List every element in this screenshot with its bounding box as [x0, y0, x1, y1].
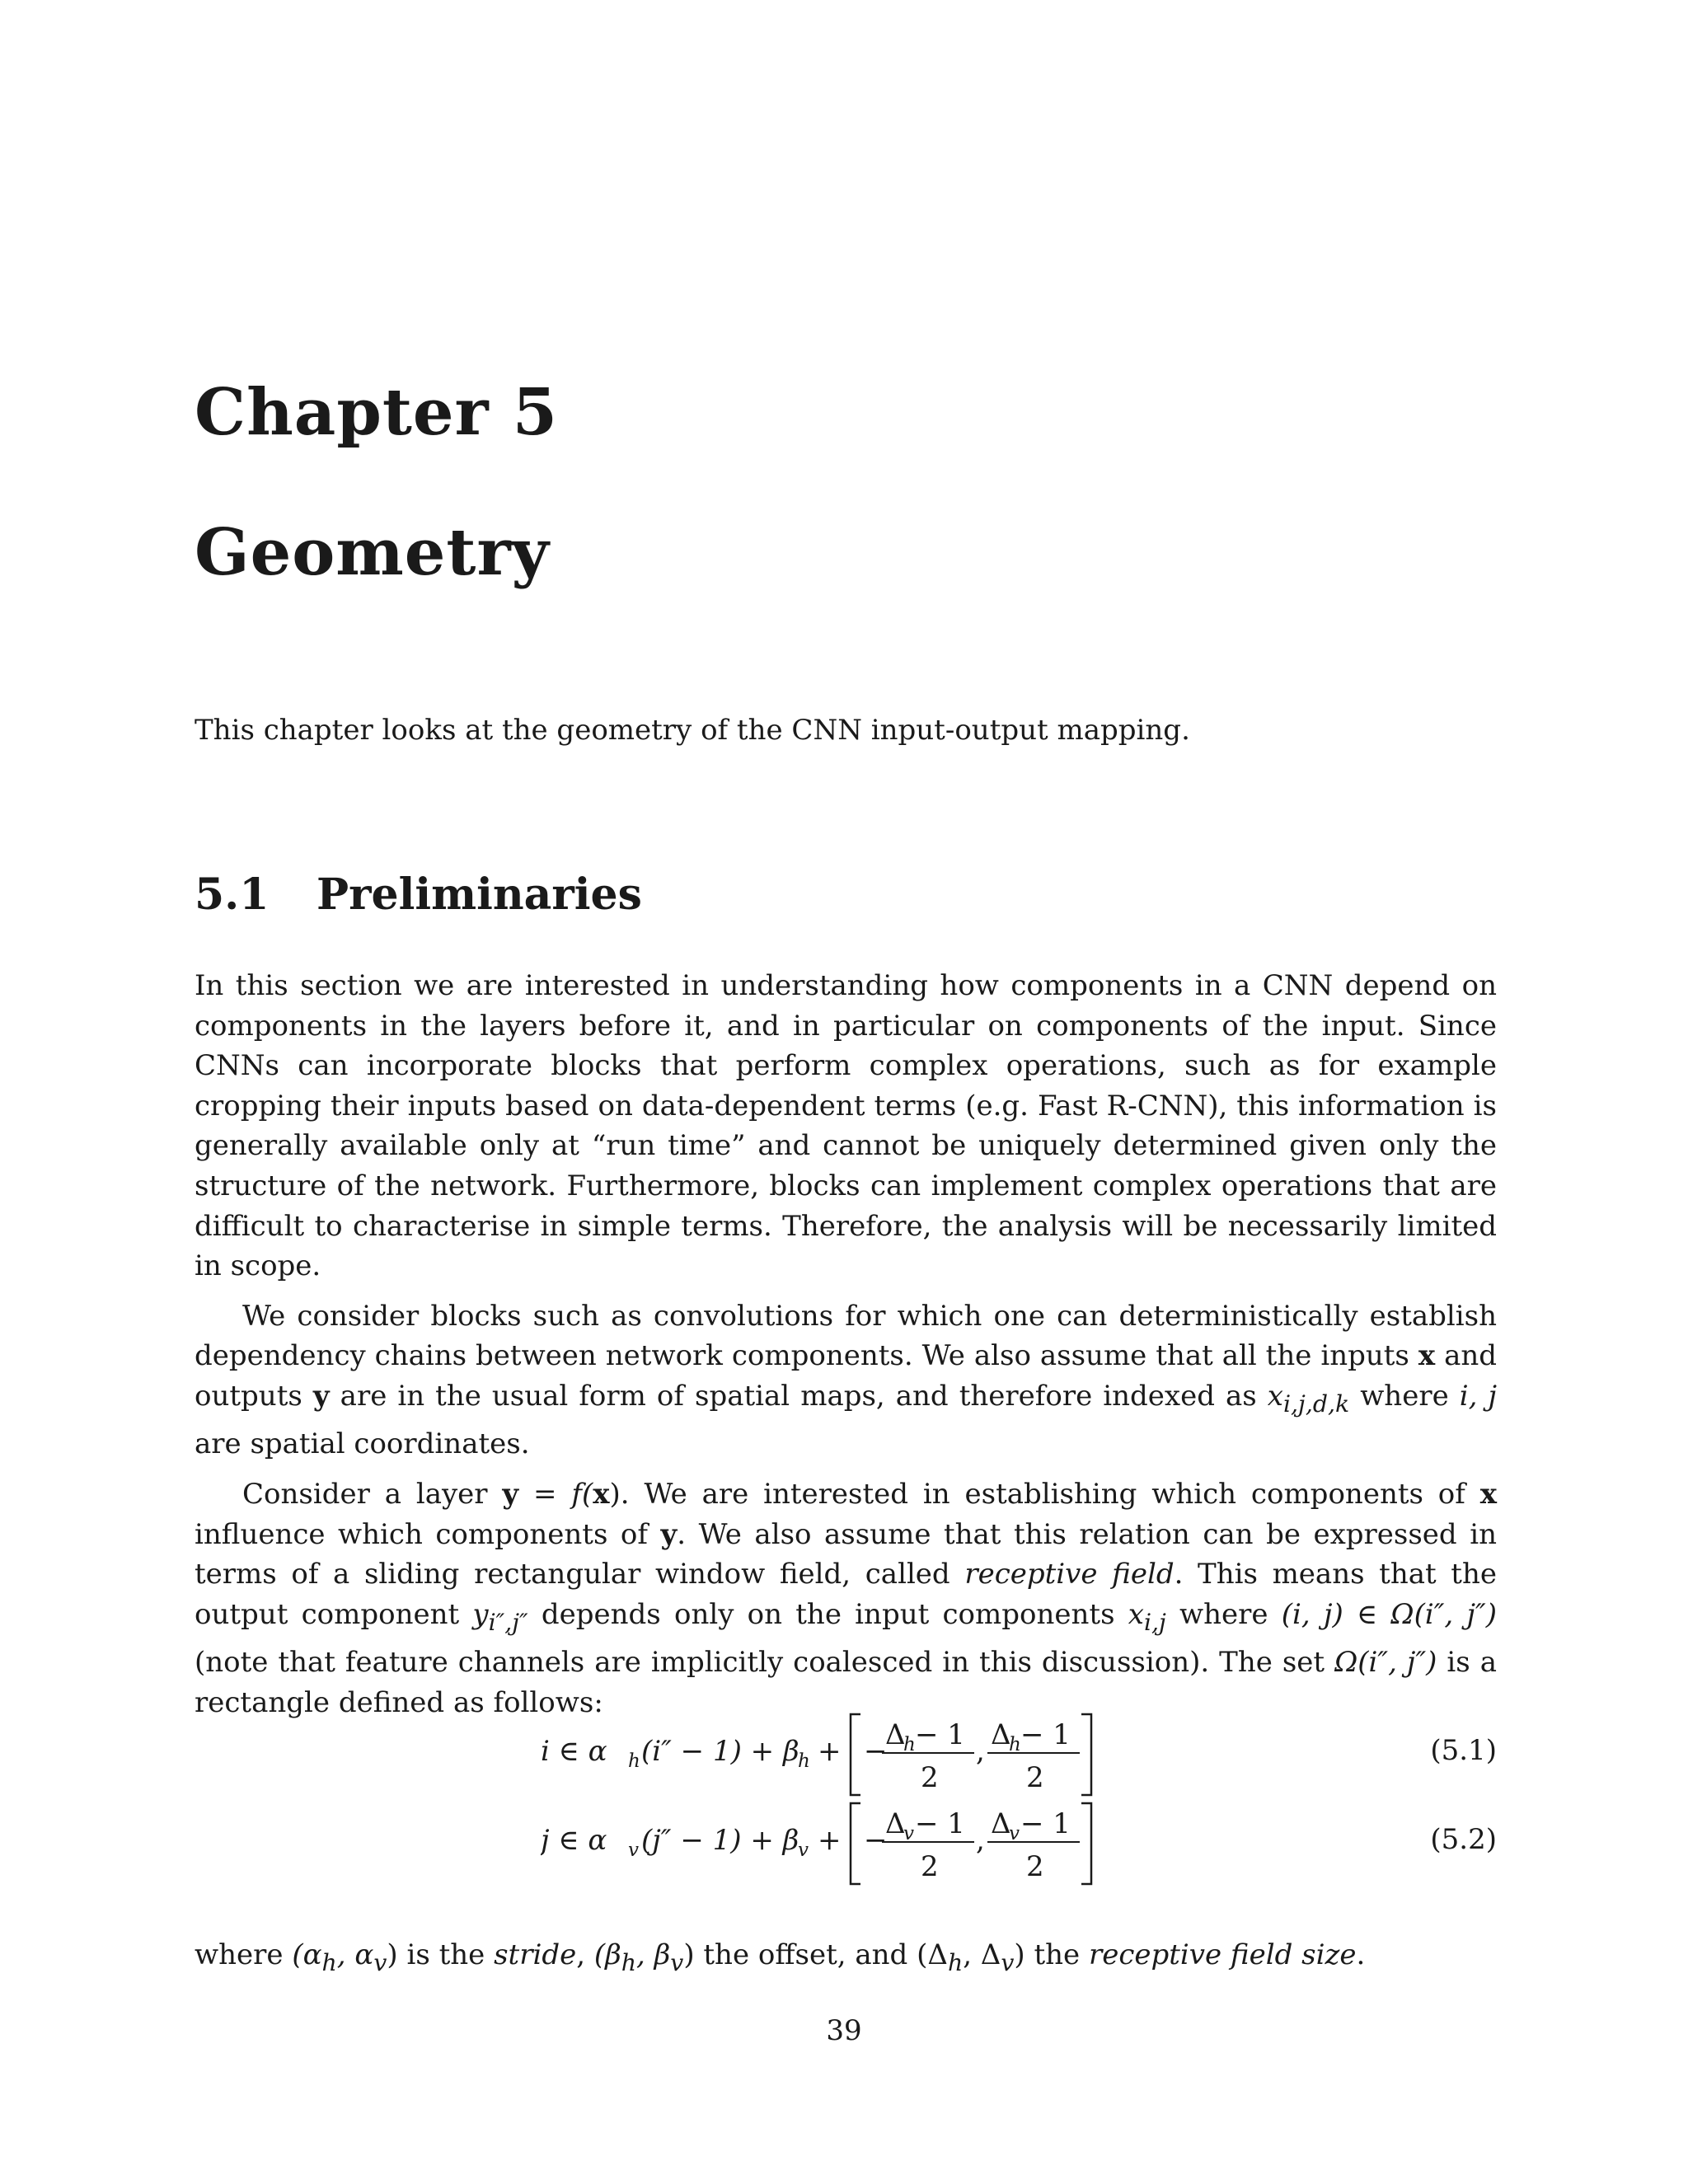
svg-text:− 1: − 1 [915, 1718, 965, 1751]
page-number: 39 [826, 2014, 862, 2047]
svg-text:+: + [818, 1735, 842, 1768]
svg-text:2: 2 [921, 1850, 939, 1883]
svg-text:j ∈ α: j ∈ α [541, 1824, 607, 1857]
svg-text:2: 2 [1026, 1850, 1044, 1883]
receptive-field-size-term: receptive field size [1088, 1938, 1357, 1971]
section-title: Preliminaries [316, 869, 642, 920]
svg-text:(j″ − 1) + β: (j″ − 1) + β [641, 1824, 799, 1857]
svg-text:− 1: − 1 [1020, 1718, 1071, 1751]
svg-text:Δ: Δ [885, 1807, 906, 1840]
stride-term: stride [494, 1938, 577, 1971]
svg-text:2: 2 [921, 1761, 939, 1794]
svg-text:h: h [1009, 1734, 1021, 1755]
chapter-label: Chapter 5 [195, 375, 559, 450]
svg-text:−: − [864, 1735, 888, 1768]
svg-text:(i″ − 1) + β: (i″ − 1) + β [641, 1735, 799, 1768]
paragraph-2: We consider blocks such as convolutions for which one can deterministically establish dependency chains between network components. We also assume that all the inputs x and outputs y are in the usual form of spatial maps, and therefore indexed as $x_{i,j,d,k}$ where i, j are spatial coordinates. [195, 1299, 1498, 1461]
equation-number-5-1: (5.1) [1430, 1734, 1497, 1767]
svg-text:i ∈ α: i ∈ α [541, 1735, 607, 1768]
svg-text:Δ: Δ [991, 1718, 1011, 1751]
svg-text:,: , [976, 1735, 985, 1768]
section-heading [195, 869, 642, 920]
svg-text:− 1: − 1 [915, 1807, 965, 1840]
paragraph-3: Consider a layer y = f(x). We are interested in establishing which components of x influence which components of y. We also assume that this relation can be expressed in terms of a sliding rectangular window field, called receptive field. This means that the output component $y_{i'',j''}$ depends only on the input components $x_{i,j}$ where (i, j) ∈ Ω(i″, j″) (note that feature channels are implicitly coalesced in this discussion). The set Ω(i″, j″) is a rectangle defined as follows: [195, 1477, 1498, 1719]
chapter-title: Geometry [195, 515, 550, 590]
equation-5-1-formula [541, 1706, 1332, 1797]
paragraph-1: In this section we are interested in understanding how components in a CNN depend on components in the layers before it, and in particular on components of the input. Since CNNs can incorporate blocks that perform complex operations, such as for example cropping their inputs based on data-dependent terms (e.g. Fast R-CNN), this information is generally available only at “run time” and cannot be uniquely determined given only the structure of the network. Furthermore, blocks can implement complex operations that are difficult to characterise in simple terms. Therefore, the analysis will be necessarily limited in scope. [195, 969, 1497, 1283]
svg-text:2: 2 [1026, 1761, 1044, 1794]
svg-text:−: − [864, 1824, 888, 1857]
svg-text:Δ: Δ [991, 1807, 1011, 1840]
receptive-field-term: receptive field [964, 1558, 1175, 1591]
equation-block [195, 1706, 1497, 1904]
equation-5-2-formula [541, 1795, 1332, 1886]
section-body [195, 966, 1497, 1732]
svg-text:v: v [798, 1840, 809, 1861]
svg-text:,: , [976, 1824, 985, 1857]
svg-text:h: h [903, 1734, 916, 1755]
svg-text:Δ: Δ [885, 1718, 906, 1751]
chapter-intro: This chapter looks at the geometry of the CNN input-output mapping. [195, 714, 1190, 747]
svg-text:− 1: − 1 [1020, 1807, 1071, 1840]
equation-5-2 [195, 1795, 1497, 1886]
section-number: 5.1 [195, 869, 270, 920]
svg-text:v: v [628, 1840, 639, 1861]
svg-text:h: h [628, 1750, 640, 1772]
closing-sentence: where ($\alpha_h$, $\alpha_v$) is the stride, ($\beta_h$, $\beta_v$) the offset, and ($\Delta_h$, $\Delta_v$) the receptive field size. [195, 1938, 1366, 1976]
svg-text:+: + [818, 1824, 842, 1857]
svg-text:h: h [798, 1750, 810, 1772]
svg-text:v: v [1009, 1823, 1020, 1844]
equation-number-5-2: (5.2) [1430, 1823, 1497, 1856]
svg-text:v: v [903, 1823, 914, 1844]
equation-5-1 [195, 1706, 1497, 1797]
